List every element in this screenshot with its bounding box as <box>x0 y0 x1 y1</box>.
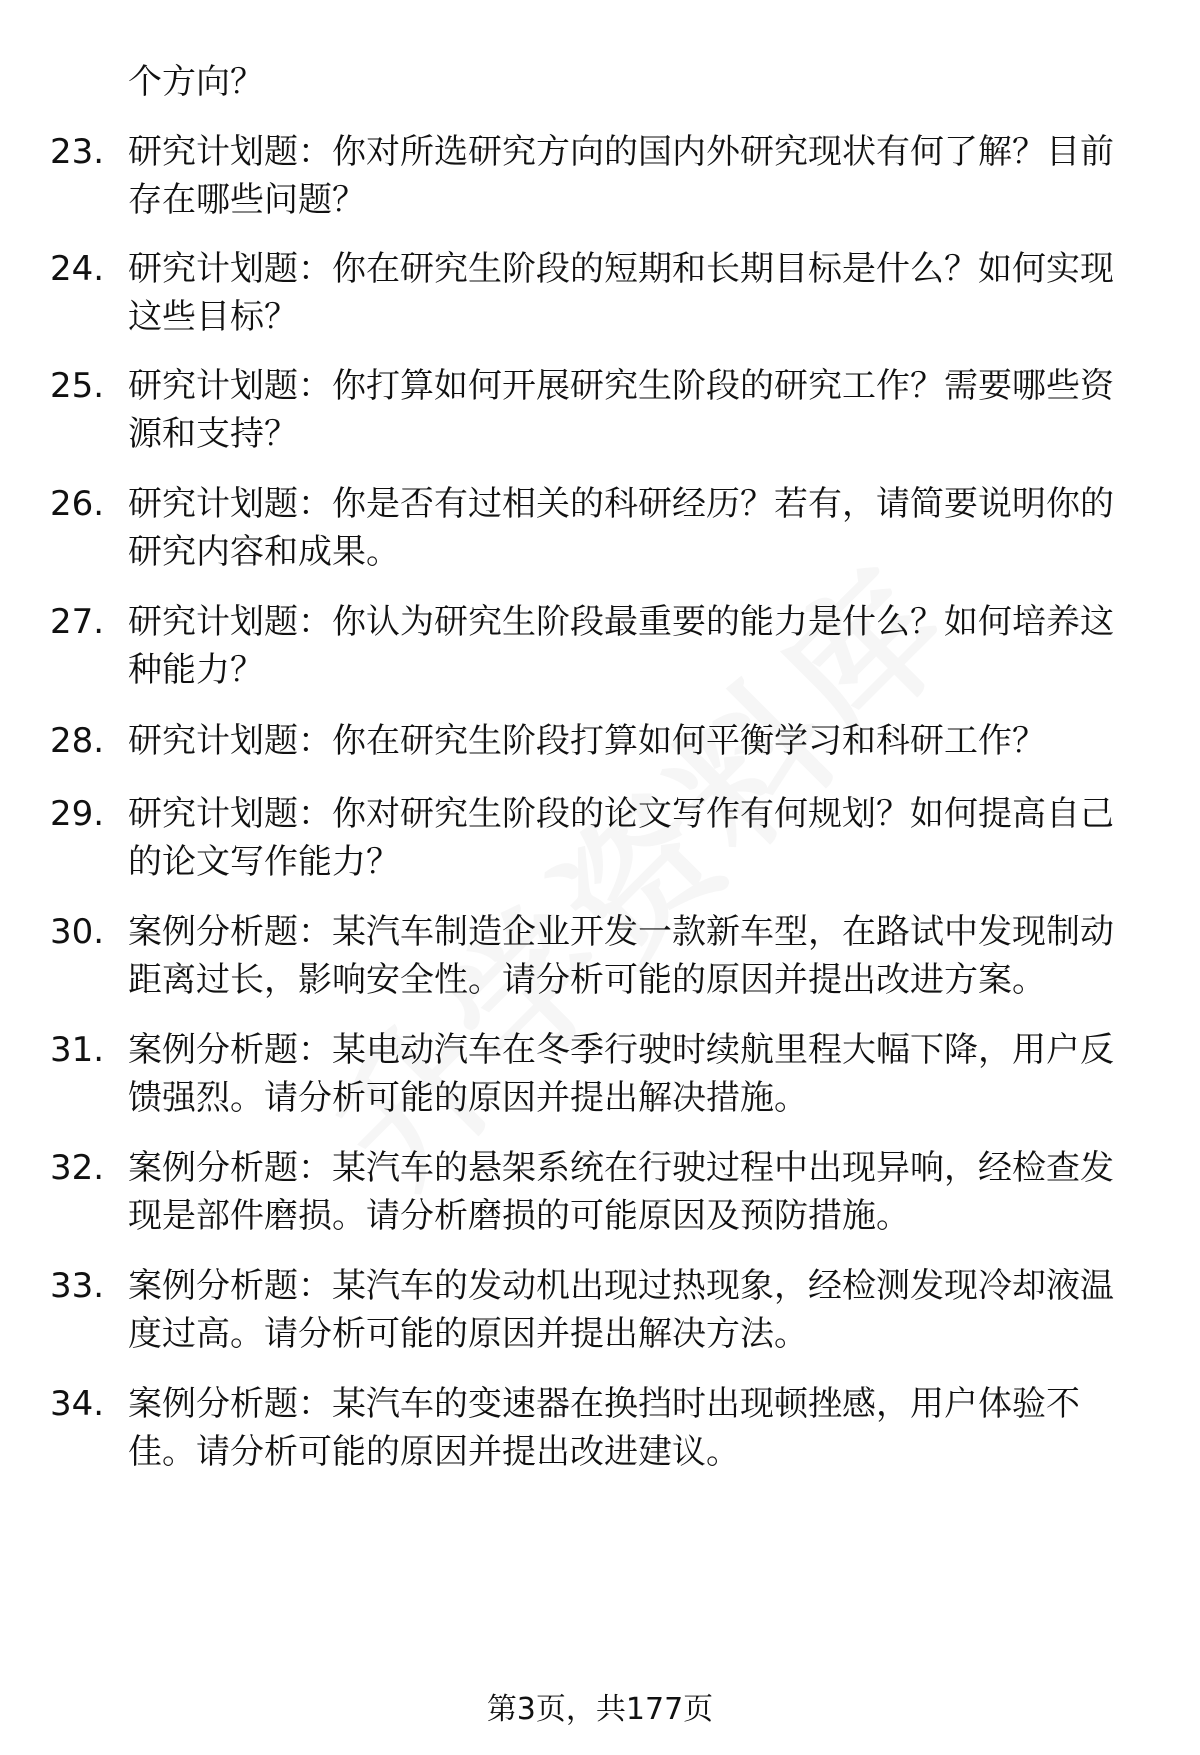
question-number: 27. <box>50 602 105 642</box>
question-text: 研究计划题：你打算如何开展研究生阶段的研究工作？需要哪些资源和支持？ <box>128 366 1114 454</box>
question-text: 研究计划题：你是否有过相关的科研经历？若有，请简要说明你的研究内容和成果。 <box>128 484 1114 572</box>
question-text: 研究计划题：你在研究生阶段的短期和长期目标是什么？如何实现这些目标？ <box>128 249 1114 337</box>
question-number: 25. <box>50 366 105 406</box>
question-text: 案例分析题：某汽车的发动机出现过热现象，经检测发现冷却液温度过高。请分析可能的原因并提出解决方法。 <box>128 1266 1114 1354</box>
question-text: 研究计划题：你认为研究生阶段最重要的能力是什么？如何培养这种能力？ <box>128 602 1114 690</box>
carryover-text: 个方向？ <box>128 62 264 102</box>
page-number: 第3页，共177页 <box>486 1692 714 1727</box>
question-number: 29. <box>50 794 105 834</box>
question-number: 30. <box>50 912 105 952</box>
question-text: 研究计划题：你对所选研究方向的国内外研究现状有何了解？目前存在哪些问题？ <box>128 132 1114 220</box>
question-number: 23. <box>50 132 105 172</box>
question-number: 34. <box>50 1384 105 1424</box>
question-text: 案例分析题：某汽车制造企业开发一款新车型，在路试中发现制动距离过长，影响安全性。请分析可能的原因并提出改进方案。 <box>128 912 1114 1000</box>
question-text: 案例分析题：某汽车的变速器在换挡时出现顿挫感，用户体验不佳。请分析可能的原因并提出改进建议。 <box>128 1384 1080 1472</box>
question-number: 26. <box>50 484 105 524</box>
question-number: 33. <box>50 1266 105 1306</box>
question-text: 研究计划题：你对研究生阶段的论文写作有何规划？如何提高自己的论文写作能力？ <box>128 794 1114 882</box>
question-number: 24. <box>50 249 105 289</box>
question-text: 案例分析题：某汽车的悬架系统在行驶过程中出现异响，经检查发现是部件磨损。请分析磨损的可能原因及预防措施。 <box>128 1148 1114 1236</box>
question-number: 28. <box>50 721 105 761</box>
question-text: 研究计划题：你在研究生阶段打算如何平衡学习和科研工作？ <box>128 721 1046 761</box>
question-text: 案例分析题：某电动汽车在冬季行驶时续航里程大幅下降，用户反馈强烈。请分析可能的原因并提出解决措施。 <box>128 1030 1114 1118</box>
question-number: 31. <box>50 1030 105 1070</box>
question-number: 32. <box>50 1148 105 1188</box>
